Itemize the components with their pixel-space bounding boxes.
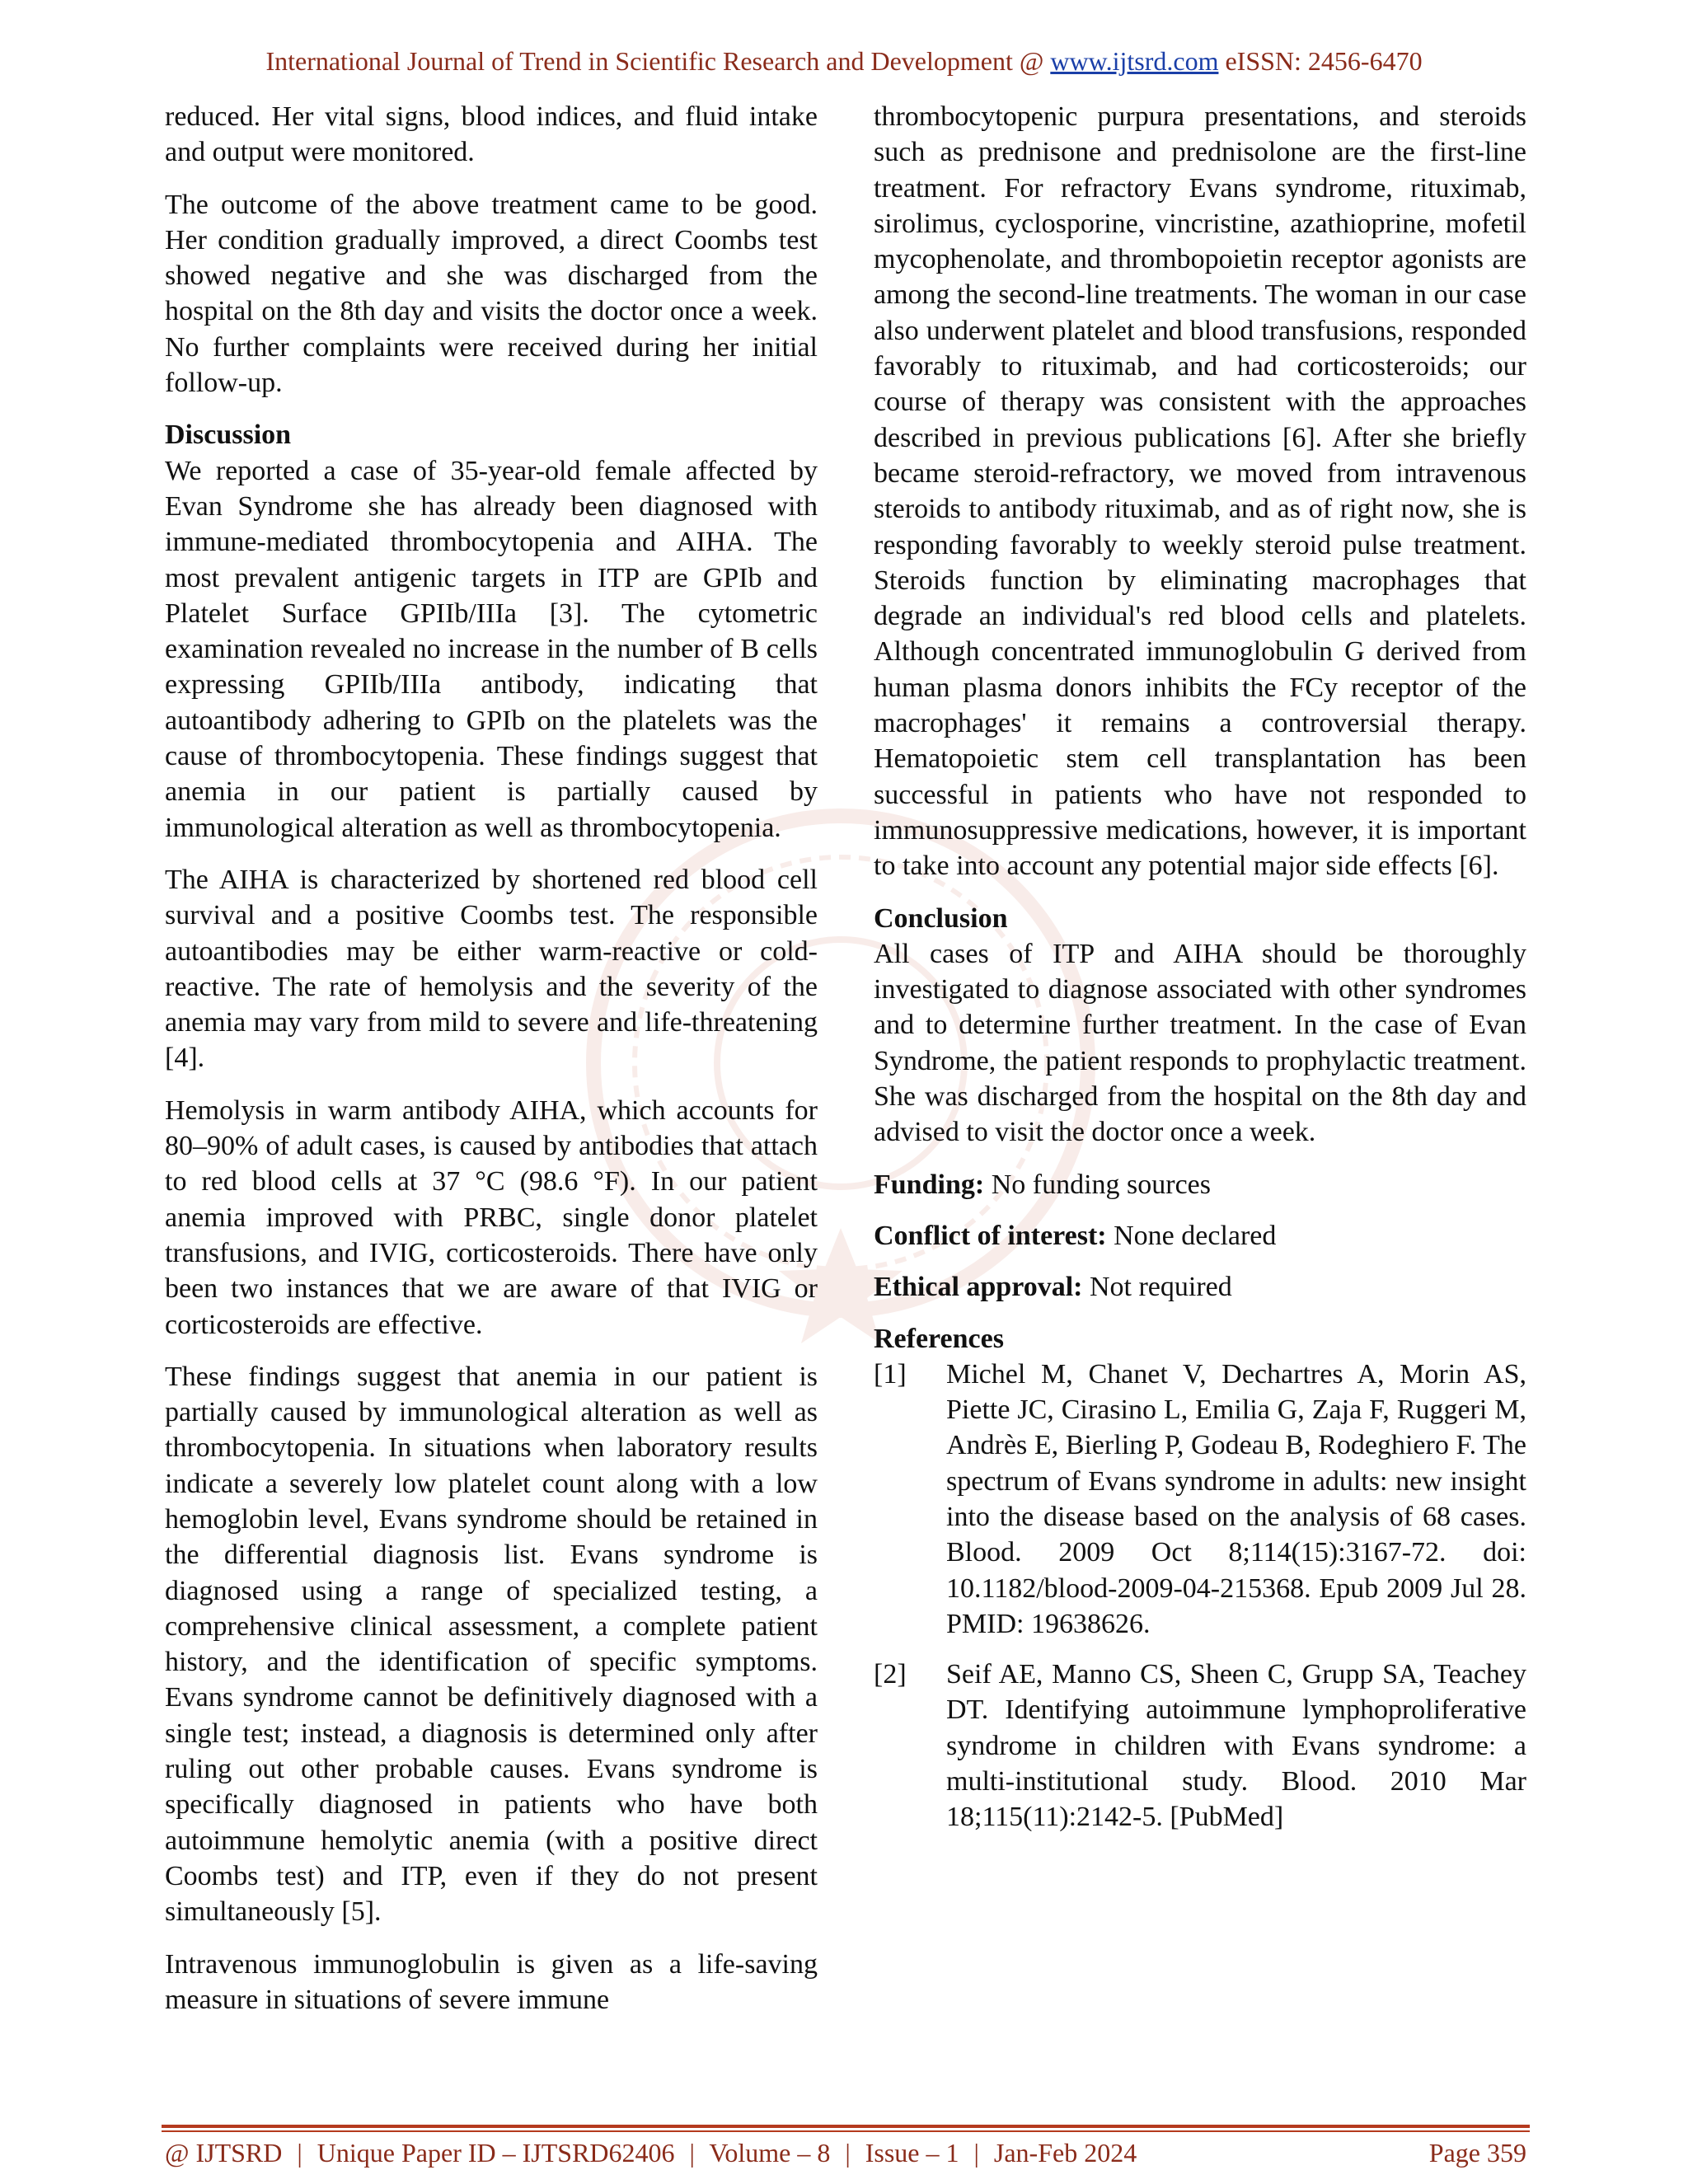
footer-separator: |	[297, 2138, 302, 2168]
funding-value: No funding sources	[991, 1169, 1211, 1200]
footer-separator: |	[973, 2138, 979, 2168]
conflict-label: Conflict of interest:	[874, 1220, 1107, 1251]
header-eissn: eISSN: 2456-6470	[1225, 46, 1423, 76]
paragraph-hemolysis: Hemolysis in warm antibody AIHA, which accounts for 80–90% of adult cases, is caused by antibodies that attach to red blood cells at 37 °C (98.6 °F). In our patient anemia improved with PRBC, single donor platelet transfusions, and IVIG, corticosteroids. There have only been two instances that we are aware of that IVIG or corticosteroids are effective.	[165, 1094, 818, 1340]
paragraph-diagnosis: These findings suggest that anemia in our patient is partially caused by immunological alteration as well as thrombocytopenia. In situations when laboratory results indicate a severely low platelet count along with a low hemoglobin level, Evans syndrome should be retained in the differential diagnosis list. Evans syndrome is diagnosed using a range of specialized testing, a comprehensive clinical assessment, a complete patient history, and the identification of specific symptoms. Evans syndrome cannot be definitively diagnosed with a single test; instead, a diagnosis is determined only after ruling out other probable causes. Evans syndrome is specifically diagnosed in patients who have both autoimmune hemolytic anemia (with a positive direct Coombs test) and ITP, even if they do not present simultaneously [5].	[165, 1361, 818, 1928]
footer-divider	[162, 2125, 1530, 2128]
reference-item	[874, 1357, 1526, 1642]
right-column	[874, 99, 1526, 1850]
funding-label: Funding:	[874, 1169, 985, 1200]
left-column	[165, 99, 818, 2018]
footer-divider-thin	[162, 2130, 1530, 2132]
conclusion-heading: Conclusion	[874, 902, 1008, 934]
paragraph-case-report: We reported a case of 35-year-old female affected by Evan Syndrome she has already been diagnosed with immune-mediated thrombocytopenia and AIHA. The most prevalent antigenic targets in ITP are GPIb and Platelet Surface GPIIb/IIIa [3]. The cytometric examination revealed no increase in the number of B cells expressing GPIIb/IIIa antibody, indicating that autoantibody adhering to GPIb on the platelets was the cause of thrombocytopenia. These findings suggest that anemia in our patient is partially caused by immunological alteration as well as thrombocytopenia.	[165, 455, 818, 843]
paragraph-conclusion: All cases of ITP and AIHA should be thoroughly investigated to diagnose associated with other syndromes and to determine further treatment. In the case of Evan Syndrome, the patient responds to prophylactic treatment. She was discharged from the hospital on the 8th day and advised to visit the doctor once a week.	[874, 938, 1526, 1148]
funding-statement	[874, 1167, 1526, 1202]
conflict-statement	[874, 1218, 1526, 1254]
reference-item	[874, 1657, 1526, 1835]
footer-journal: @ IJTSRD	[165, 2138, 283, 2168]
paragraph-treatment-discussion: thrombocytopenic purpura presentations, and steroids such as prednisone and prednisolone are the first-line treatment. For refractory Evans syndrome, rituximab, sirolimus, cyclosporine, vincristine, azathioprine, mofetil mycophenolate, and thrombopoietin receptor agonists are among the second-line treatments. The woman in our case also underwent platelet and blood transfusions, responded favorably to rituximab, and had corticosteroids; our course of therapy was consistent with the approaches described in previous publications [6]. After she briefly became steroid-refractory, we moved from intravenous steroids to antibody rituximab, and as of right now, she is responding favorably to weekly steroid pulse treatment. Steroids function by eliminating macrophages that degrade an individual's red blood cells and platelets. Although concentrated immunoglobulin G derived from human plasma donors inhibits the FCy receptor of the macrophages' it remains a controversial therapy. Hematopoietic stem cell transplantation has been successful in patients who have not responded to immunosuppressive medications, however, it is important to take into account any potential major side effects [6].	[874, 101, 1526, 882]
reference-text: Michel M, Chanet V, Dechartres A, Morin AS, Piette JC, Cirasino L, Emilia G, Zaja F, Ruggeri M, Andrès E, Bierling P, Godeau B, Rodeghiero F. The spectrum of Evans syndrome in adults: new insight into the disease based on the analysis of 68 cases. Blood. 2009 Oct 8;114(15):3167-72. doi: 10.1182/blood-2009-04-215368. Epub 2009 Jul 28. PMID: 19638626.	[946, 1358, 1526, 1639]
ethical-statement	[874, 1269, 1526, 1305]
running-header	[0, 46, 1688, 77]
reference-text: Seif AE, Manno CS, Sheen C, Grupp SA, Teachey DT. Identifying autoimmune lymphoproliferative syndrome in children with Evans syndrome: a multi-institutional study. Blood. 2010 Mar 18;115(11):2142-5. [PubMed]	[946, 1659, 1526, 1833]
footer-separator: |	[689, 2138, 695, 2168]
paragraph-aiha: The AIHA is characterized by shortened red blood cell survival and a positive Coombs test. The responsible autoantibodies may be either warm-reactive or cold-reactive. The rate of hemolysis and the severity of the anemia may vary from mild to severe and life-threatening [4].	[165, 864, 818, 1074]
header-journal-title: International Journal of Trend in Scientific Research and Development @	[265, 46, 1044, 76]
footer-paper-id: Unique Paper ID – IJTSRD62406	[316, 2138, 675, 2168]
paragraph-ivig: Intravenous immunoglobulin is given as a life-saving measure in situations of severe immune	[165, 1948, 818, 2015]
header-website-link[interactable]: www.ijtsrd.com	[1050, 46, 1219, 76]
page-footer	[165, 2138, 1526, 2168]
footer-page-number: Page 359	[1428, 2138, 1526, 2168]
reference-number: [2]	[874, 1659, 907, 1690]
footer-details	[165, 2138, 1137, 2168]
ethical-label: Ethical approval:	[874, 1272, 1083, 1303]
footer-separator: |	[845, 2138, 851, 2168]
footer-date: Jan-Feb 2024	[993, 2138, 1137, 2168]
paragraph-treatment-end: reduced. Her vital signs, blood indices, and fluid intake and output were monitored.	[165, 101, 818, 168]
footer-volume: Volume – 8	[709, 2138, 831, 2168]
conflict-value: None declared	[1114, 1220, 1277, 1251]
paragraph-outcome: The outcome of the above treatment came to be good. Her condition gradually improved, a direct Coombs test showed negative and she was discharged from the hospital on the 8th day and visits the doctor once a week. No further complaints were received during her initial follow-up.	[165, 189, 818, 399]
discussion-heading: Discussion	[165, 419, 292, 451]
references-heading: References	[874, 1323, 1004, 1354]
ethical-value: Not required	[1089, 1272, 1232, 1303]
reference-number: [1]	[874, 1358, 907, 1390]
footer-issue: Issue – 1	[865, 2138, 959, 2168]
